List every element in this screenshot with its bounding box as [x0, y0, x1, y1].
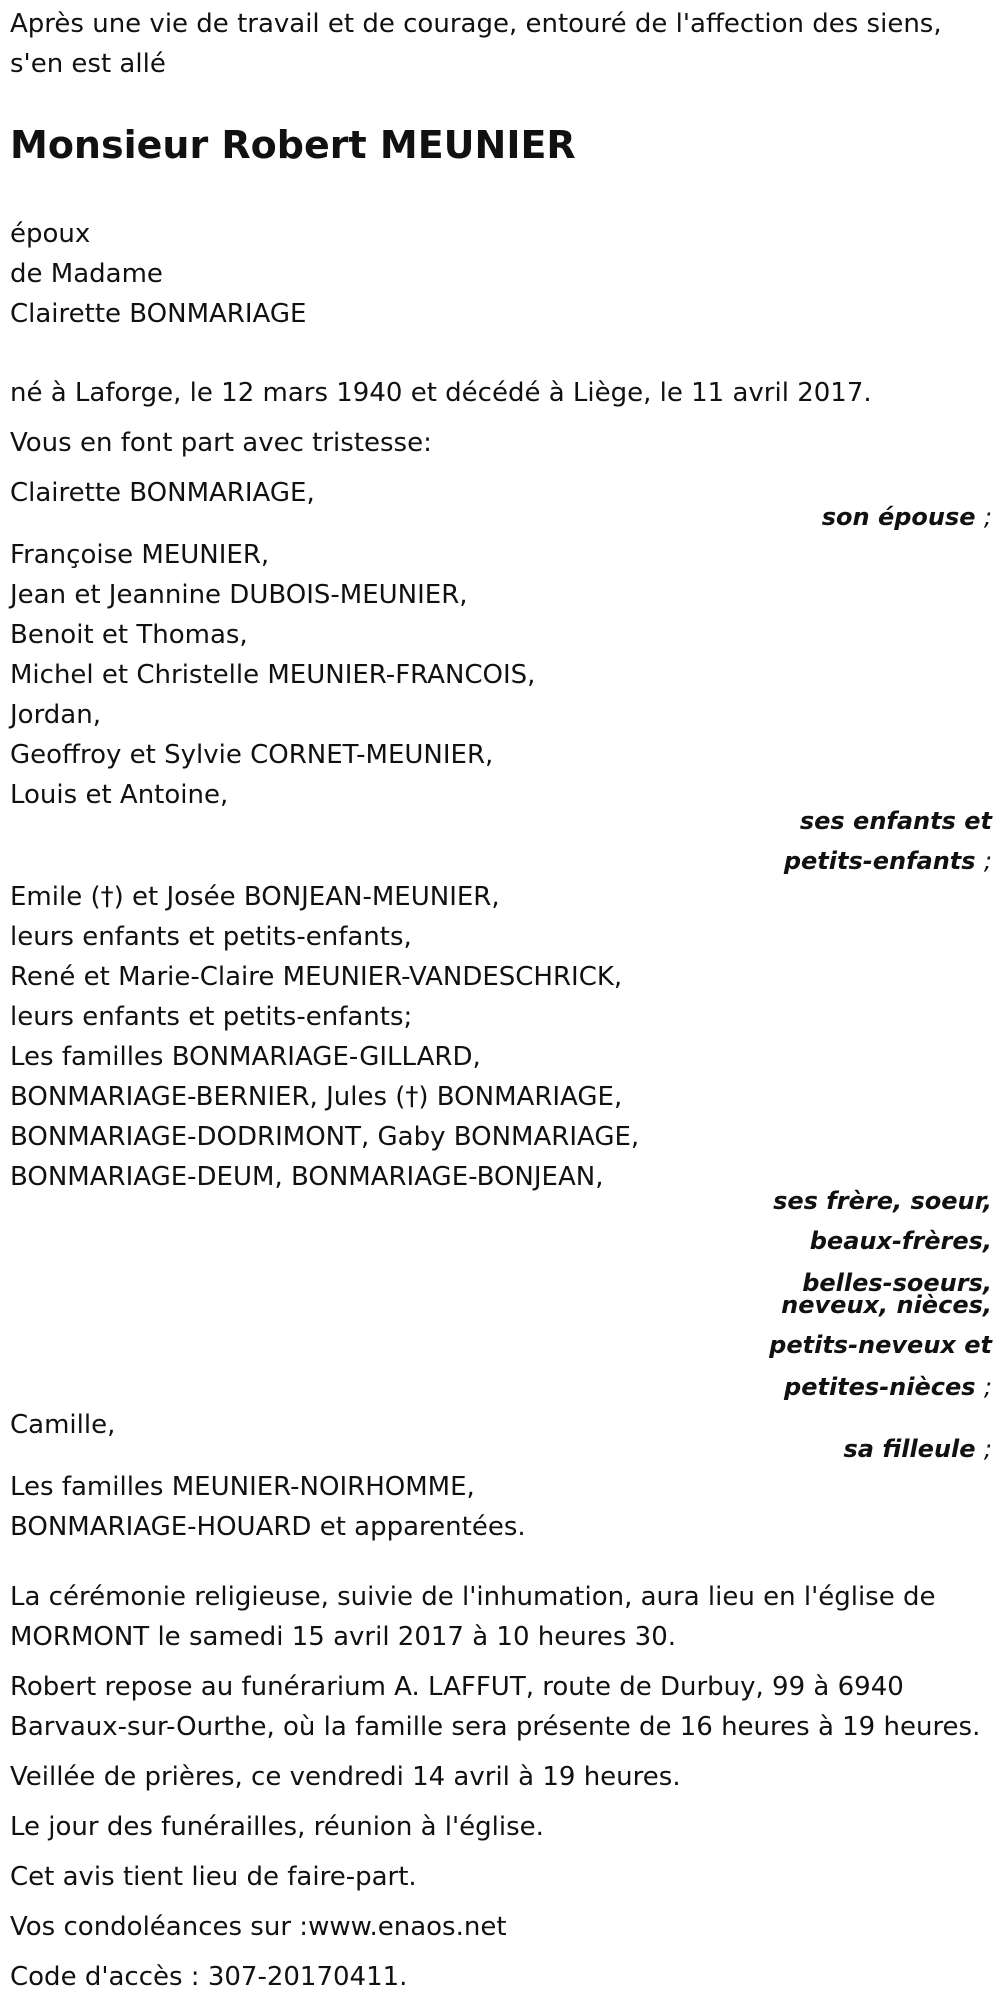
- godchild-role: sa filleule ;: [843, 1435, 992, 1463]
- condolences-link[interactable]: www.enaos.net: [308, 1912, 507, 1942]
- list-item: Geoffroy et Sylvie CORNET-MEUNIER,: [10, 740, 494, 770]
- list-item: BONMARIAGE-DEUM, BONMARIAGE-BONJEAN,: [10, 1162, 604, 1192]
- list-item: Françoise MEUNIER,: [10, 540, 270, 570]
- siblings-role-line6: petites-nièces ;: [784, 1373, 992, 1401]
- condolences-line: [10, 1907, 507, 1947]
- list-item: leurs enfants et petits-enfants;: [10, 1002, 413, 1032]
- ceremony-info: La cérémonie religieuse, suivie de l'inhumation, aura lieu en l'église de MORMONT le samedi 15 avril 2017 à 10 heures 30.: [10, 1582, 936, 1652]
- access-code: Code d'accès : 307-20170411.: [10, 1962, 408, 1992]
- list-item: BONMARIAGE-DODRIMONT, Gaby BONMARIAGE,: [10, 1122, 640, 1152]
- list-item: René et Marie-Claire MEUNIER-VANDESCHRICK,: [10, 962, 623, 992]
- list-item: Les familles BONMARIAGE-GILLARD,: [10, 1042, 481, 1072]
- spouse-info: époux de Madame Clairette BONMARIAGE: [10, 219, 307, 329]
- intro-text: Après une vie de travail et de courage, entouré de l'affection des siens, s'en est allé: [10, 9, 942, 79]
- list-item: Louis et Antoine,: [10, 780, 229, 810]
- children-role-line2: petits-enfants ;: [783, 847, 992, 875]
- children-list: [10, 535, 535, 815]
- siblings-list: [10, 877, 639, 1197]
- condolences-label: Vos condoléances sur :: [10, 1912, 309, 1942]
- list-item: Jordan,: [10, 700, 101, 730]
- list-item: Benoit et Thomas,: [10, 620, 248, 650]
- siblings-role-line3: belles-soeurs,: [802, 1269, 992, 1297]
- announcement-text: Vous en font part avec tristesse:: [10, 428, 432, 458]
- notice-text: Cet avis tient lieu de faire-part.: [10, 1862, 417, 1892]
- other-families: Les familles MEUNIER-NOIRHOMME, BONMARIAGE-HOUARD et apparentées.: [10, 1472, 526, 1542]
- siblings-role-line5: petits-neveux et: [769, 1331, 992, 1359]
- funeral-day-info: Le jour des funérailles, réunion à l'église.: [10, 1812, 544, 1842]
- list-item: Emile (†) et Josée BONJEAN-MEUNIER,: [10, 882, 500, 912]
- birth-death-text: né à Laforge, le 12 mars 1940 et décédé à Liège, le 11 avril 2017.: [10, 378, 872, 408]
- funerarium-info: Robert repose au funérarium A. LAFFUT, route de Durbuy, 99 à 6940 Barvaux-sur-Ourthe, où la famille sera présente de 16 heures à 19 heures.: [10, 1672, 981, 1742]
- list-item: BONMARIAGE-BERNIER, Jules (†) BONMARIAGE,: [10, 1082, 623, 1112]
- list-item: leurs enfants et petits-enfants,: [10, 922, 412, 952]
- godchild-name: Camille,: [10, 1410, 116, 1440]
- spouse-role: son épouse ;: [821, 503, 992, 531]
- siblings-role-line2: beaux-frères,: [809, 1227, 992, 1255]
- vigil-info: Veillée de prières, ce vendredi 14 avril à 19 heures.: [10, 1762, 681, 1792]
- list-item: Jean et Jeannine DUBOIS-MEUNIER,: [10, 580, 468, 610]
- list-item: Michel et Christelle MEUNIER-FRANCOIS,: [10, 660, 536, 690]
- spouse-name: Clairette BONMARIAGE,: [10, 478, 315, 508]
- deceased-name: Monsieur Robert MEUNIER: [10, 123, 576, 167]
- siblings-role-line4: neveux, nièces,: [781, 1291, 992, 1319]
- children-role-line1: ses enfants et: [799, 807, 992, 835]
- siblings-role-line1: ses frère, soeur,: [773, 1187, 992, 1215]
